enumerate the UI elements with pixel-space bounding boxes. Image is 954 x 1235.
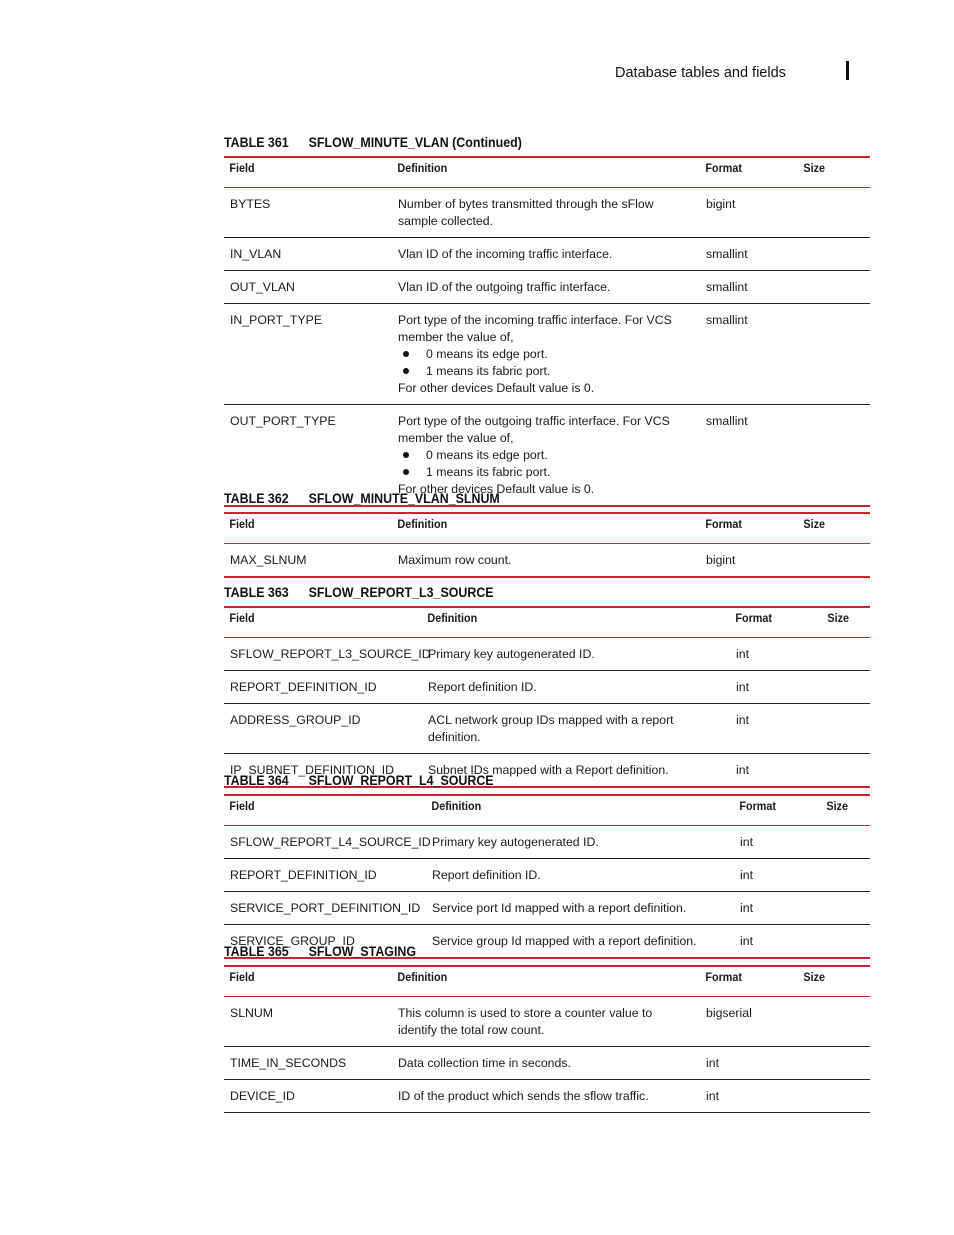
table-number: TABLE 365 [224,944,289,959]
definition-note: For other devices Default value is 0. [398,482,595,496]
table-row [224,826,870,858]
format-cell: bigint [706,197,736,211]
size-cell [798,1047,870,1079]
definition-cell [392,271,700,303]
table-name: SFLOW_MINUTE_VLAN_SLNUM [308,491,500,506]
running-header-title: Database tables and fields [615,65,786,81]
format-cell: smallint [706,280,748,294]
size-cell [822,704,870,753]
table-name: SFLOW_MINUTE_VLAN (Continued) [308,135,522,150]
definition-text: Port type of the outgoing traffic interface. For VCS member the value of, [398,414,670,445]
format-cell: smallint [706,247,748,261]
field-cell: SERVICE_PORT_DEFINITION_ID [230,901,421,915]
table-5 [224,943,870,1113]
column-header-size: Size [827,611,850,625]
column-header-format: Format [705,517,743,531]
table-row [224,703,870,753]
field-cell: OUT_PORT_TYPE [230,414,336,428]
column-header-field: Field [229,517,255,531]
table-name: SFLOW_REPORT_L3_SOURCE [308,585,494,600]
definition-text: Service port Id mapped with a report definition. [432,901,687,915]
table-number: TABLE 364 [224,773,289,788]
table-row [224,670,870,703]
size-cell [798,1080,870,1112]
column-header-definition: Definition [431,799,482,813]
definition-cell [392,238,700,270]
column-header-field: Field [229,611,255,625]
field-cell: SERVICE_GROUP_ID [230,934,355,948]
definition-cell [392,304,700,404]
format-cell: smallint [706,414,748,428]
table-1 [224,134,870,507]
field-cell: MAX_SLNUM [230,553,307,567]
column-header-field: Field [229,970,255,984]
field-cell: DEVICE_ID [230,1089,295,1103]
format-cell: int [740,868,753,882]
field-cell: SFLOW_REPORT_L4_SOURCE_ID [230,835,431,849]
definition-cell [422,638,730,670]
format-cell: int [706,1089,719,1103]
column-header-size: Size [803,161,826,175]
table-caption [224,134,818,152]
field-cell: REPORT_DEFINITION_ID [230,680,377,694]
format-cell: bigint [706,553,736,567]
size-cell [798,188,870,237]
table-row [224,997,870,1046]
definition-text: Service group Id mapped with a report definition. [432,934,697,948]
table-row [224,188,870,237]
table-number: TABLE 362 [224,491,289,506]
column-header-format: Format [735,611,773,625]
column-header-format: Format [705,161,743,175]
column-header-size: Size [826,799,849,813]
format-cell: int [736,713,749,727]
column-header-format: Format [705,970,743,984]
format-cell: int [736,647,749,661]
field-cell: TIME_IN_SECONDS [230,1056,347,1070]
size-cell [821,859,870,891]
definition-bullet: 1 means its fabric port. [398,464,694,481]
size-cell [798,238,870,270]
column-header-format: Format [739,799,777,813]
definition-text: Maximum row count. [398,553,512,567]
definition-text: Report definition ID. [432,868,541,882]
definition-text: Report definition ID. [428,680,537,694]
definition-text: ACL network group IDs mapped with a report definition. [428,713,674,744]
table-caption [224,943,818,961]
field-cell: SLNUM [230,1006,274,1020]
column-header-size: Size [803,517,826,531]
table-grid [224,965,870,1113]
size-cell [821,826,870,858]
field-cell: REPORT_DEFINITION_ID [230,868,377,882]
format-cell: int [706,1056,719,1070]
definition-cell [422,704,730,753]
table-row [224,858,870,891]
table-grid [224,156,870,507]
table-number: TABLE 363 [224,585,289,600]
field-cell: IP_SUBNET_DEFINITION_ID [230,763,394,777]
format-cell: int [740,835,753,849]
field-cell: IN_PORT_TYPE [230,313,323,327]
table-caption [224,772,818,790]
definition-text: Vlan ID of the incoming traffic interface. [398,247,613,261]
size-cell [798,271,870,303]
format-cell: bigserial [706,1006,752,1020]
definition-text: Number of bytes transmitted through the sFlow sample collected. [398,197,654,228]
table-header-row [224,967,870,997]
definition-text: Primary key autogenerated ID. [428,647,595,661]
definition-cell [422,671,730,703]
table-row [224,891,870,924]
table-number: TABLE 361 [224,135,289,150]
definition-text: This column is used to store a counter value to identify the total row count. [398,1006,653,1037]
table-row [224,303,870,404]
size-cell [822,671,870,703]
table-2 [224,490,870,578]
table-grid [224,794,870,959]
format-cell: int [736,680,749,694]
table-row [224,237,870,270]
table-name: SFLOW_REPORT_L4_SOURCE [308,773,494,788]
format-cell: smallint [706,313,748,327]
header-marker-bar [846,61,849,80]
definition-text: Subnet IDs mapped with a Report definition. [428,763,669,777]
definition-cell [392,1080,700,1112]
table-grid [224,512,870,578]
table-3 [224,584,870,788]
format-cell: int [736,763,749,777]
column-header-definition: Definition [397,161,448,175]
table-header-row [224,796,870,826]
field-cell: IN_VLAN [230,247,282,261]
field-cell: SFLOW_REPORT_L3_SOURCE_ID [230,647,431,661]
column-header-definition: Definition [427,611,478,625]
definition-cell [392,544,700,576]
definition-note: For other devices Default value is 0. [398,381,595,395]
table-row [224,544,870,576]
definition-cell [392,997,700,1046]
column-header-definition: Definition [397,970,448,984]
definition-text: Data collection time in seconds. [398,1056,571,1070]
table-header-row [224,158,870,188]
format-cell: int [740,934,753,948]
definition-cell [392,188,700,237]
definition-cell [426,859,734,891]
definition-text: ID of the product which sends the sflow traffic. [398,1089,649,1103]
definition-bullet: 1 means its fabric port. [398,363,694,380]
definition-bullet: 0 means its edge port. [398,346,694,363]
table-header-row [224,608,870,638]
table-header-row [224,514,870,544]
table-row [224,1079,870,1112]
definition-text: Primary key autogenerated ID. [432,835,599,849]
table-4 [224,772,870,959]
definition-cell [426,892,734,924]
definition-cell [392,1047,700,1079]
table-row [224,270,870,303]
definition-text: Vlan ID of the outgoing traffic interface. [398,280,611,294]
definition-bullet: 0 means its edge port. [398,447,694,464]
definition-text: Port type of the incoming traffic interface. For VCS member the value of, [398,313,672,344]
column-header-definition: Definition [397,517,448,531]
table-name: SFLOW_STAGING [308,944,417,959]
size-cell [821,892,870,924]
table-row [224,638,870,670]
format-cell: int [740,901,753,915]
column-header-field: Field [229,161,255,175]
size-cell [798,997,870,1046]
column-header-field: Field [229,799,255,813]
size-cell [798,304,870,404]
size-cell [822,638,870,670]
table-caption [224,584,818,602]
definition-cell [426,826,734,858]
table-row [224,1046,870,1079]
field-cell: ADDRESS_GROUP_ID [230,713,361,727]
field-cell: BYTES [230,197,271,211]
field-cell: OUT_VLAN [230,280,295,294]
table-caption [224,490,818,508]
table-grid [224,606,870,788]
column-header-size: Size [803,970,826,984]
size-cell [798,544,870,576]
